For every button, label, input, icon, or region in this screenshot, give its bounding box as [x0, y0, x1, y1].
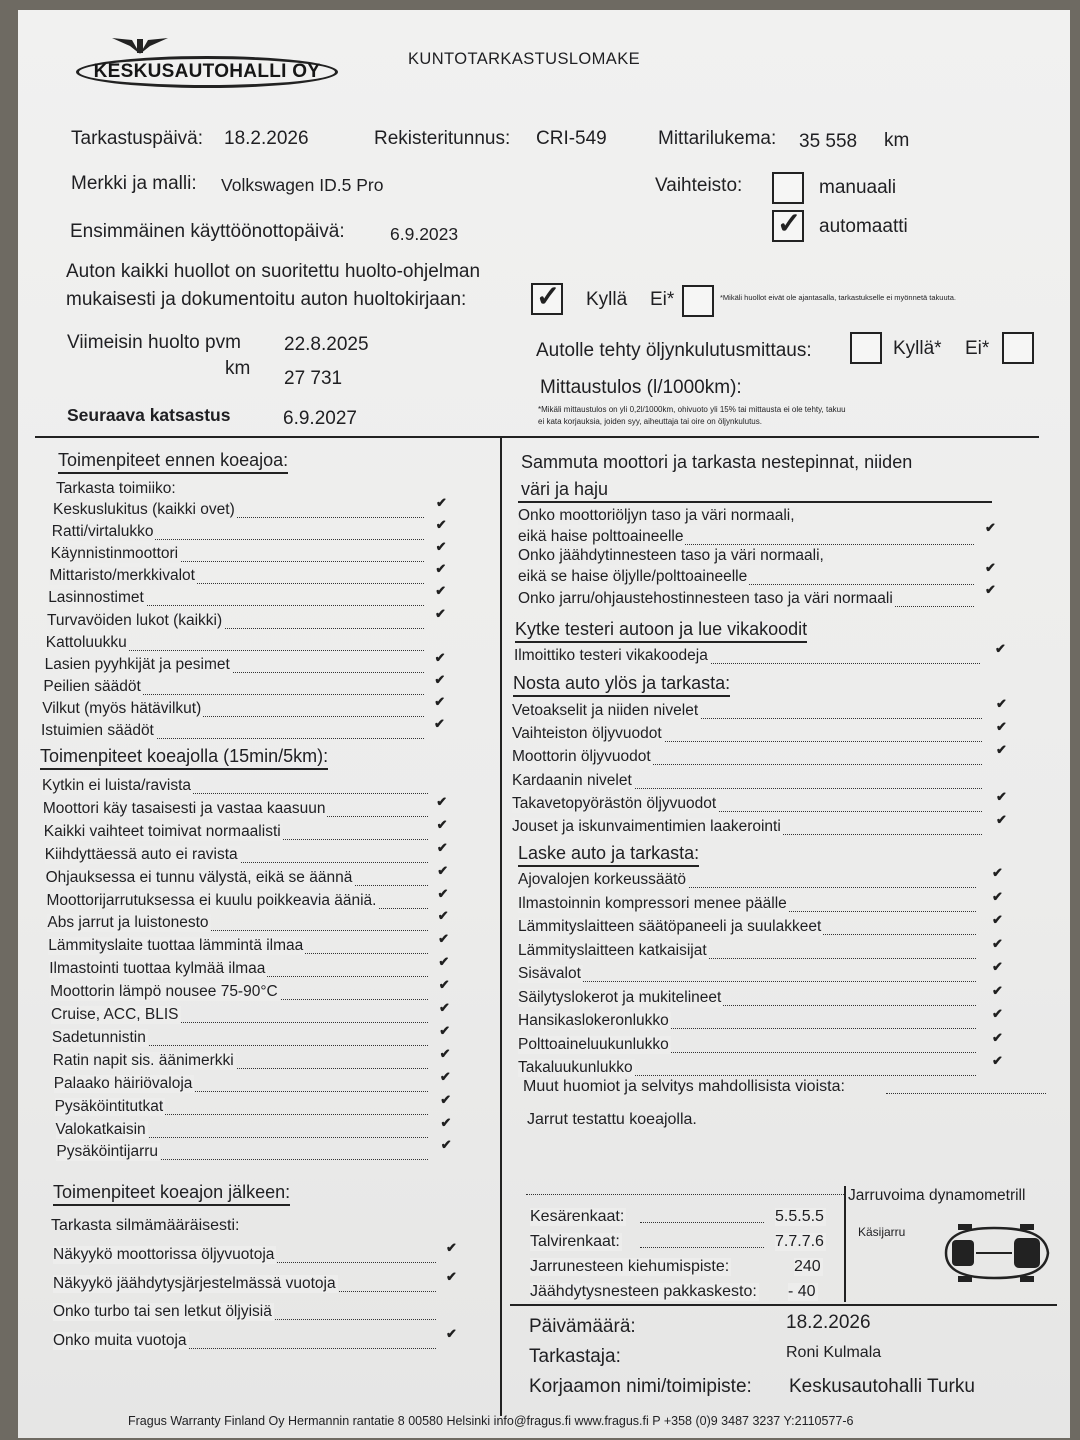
- logo-wings-icon: [110, 36, 170, 58]
- oil-yes-checkbox[interactable]: [850, 332, 882, 364]
- before-subtitle: Tarkasta toimiiko:: [56, 480, 176, 497]
- checklist-check-mark[interactable]: ✔: [992, 1006, 1003, 1021]
- checklist-item-label: Onko turbo tai sen letkut öljyisiä: [53, 1303, 272, 1320]
- checklist-check-mark[interactable]: ✔: [438, 931, 449, 947]
- checklist-item-label: Vilkut (myös hätävilkut): [42, 699, 202, 717]
- checklist-check-mark[interactable]: ✔: [985, 520, 996, 535]
- checklist-check-mark[interactable]: ✔: [992, 1053, 1003, 1068]
- oil-result-label: Mittaustulos (l/1000km):: [540, 377, 742, 398]
- checklist-check-mark[interactable]: ✔: [996, 812, 1007, 827]
- notes-text[interactable]: Jarrut testattu koeajolla.: [527, 1111, 697, 1128]
- checklist-item-label: Pysäköintijarru: [56, 1143, 159, 1161]
- checklist-item-label: Ohjauksessa ei tunnu välystä, eikä se äännä: [45, 868, 353, 886]
- checklist-check-mark[interactable]: ✔: [434, 716, 445, 731]
- date-label: Päivämäärä:: [529, 1316, 636, 1337]
- checklist-check-mark[interactable]: ✔: [992, 912, 1003, 927]
- after-test-drive-title: Toimenpiteet koeajon jälkeen:: [53, 1182, 290, 1206]
- checklist-check-mark[interactable]: ✔: [985, 582, 996, 597]
- service-statement-line1: Auton kaikki huollot on suoritettu huolto-ohjelman: [66, 261, 481, 282]
- checklist-item-label: Kytkin ei luista/ravista: [42, 777, 192, 794]
- service-note: *Mikäli huollot eivät ole ajantasalla, tarkastukselle ei myönnetä takuuta.: [720, 293, 956, 302]
- checklist-item-label: Polttoaineluukunlukko: [518, 1035, 669, 1053]
- fluid-item-line2: eikä se haise öljylle/polttoaineelle: [518, 568, 748, 585]
- checklist-item-label: Moottorijarrutuksessa ei kuulu poikkeavia ääniä.: [46, 891, 377, 909]
- checklist-check-mark[interactable]: ✔: [437, 862, 449, 878]
- checklist-item-label: Lämmityslaite tuottaa lämmintä ilmaa: [48, 937, 304, 955]
- checklist-check-mark[interactable]: ✔: [436, 839, 448, 855]
- checklist-check-mark[interactable]: ✔: [992, 865, 1003, 880]
- measure-leader: [640, 1247, 764, 1248]
- fluid-item-line2: eikä haise polttoaineelle: [518, 528, 684, 545]
- checklist-check-mark[interactable]: ✔: [996, 742, 1007, 758]
- checklist-check-mark[interactable]: ✔: [436, 793, 448, 809]
- checklist-check-mark[interactable]: ✔: [446, 1240, 457, 1255]
- after-subtitle: Tarkasta silmämääräisesti:: [51, 1217, 240, 1234]
- checklist-item-label: Vaihteiston öljyvuodot: [512, 725, 662, 743]
- check-mark-icon: ✓: [777, 208, 802, 240]
- workshop-name: Keskusautohalli Turku: [789, 1376, 975, 1397]
- checklist-item-label: Ajovalojen korkeussäätö: [518, 871, 687, 888]
- oil-note-line1: *Mikäli mittaustulos on yli 0,2l/1000km, ohivuoto yli 15% tai mittausta ei ole tehty, takuu: [538, 405, 846, 414]
- checklist-check-mark[interactable]: ✔: [436, 495, 447, 510]
- service-no-label: Ei*: [650, 289, 675, 310]
- inspection-date-label: Tarkastuspäivä:: [71, 128, 204, 149]
- checklist-check-mark[interactable]: ✔: [434, 693, 446, 709]
- checklist-check-mark[interactable]: ✔: [435, 517, 447, 533]
- checklist-item-label: Moottori käy tasaisesti ja vastaa kaasuun: [42, 799, 326, 817]
- checklist-item-label: Ilmastointi tuottaa kylmää ilmaa: [49, 960, 266, 978]
- measure-value: 240: [794, 1258, 821, 1275]
- measure-label: Kesärenkaat:: [530, 1208, 625, 1225]
- during-test-drive-title: Toimenpiteet koeajolla (15min/5km):: [40, 746, 328, 770]
- signature-divider: [510, 1304, 1057, 1306]
- measure-label: Jarrunesteen kiehumispiste:: [530, 1258, 730, 1275]
- checklist-check-mark[interactable]: ✔: [992, 959, 1003, 974]
- checklist-item-label: Valokatkaisin: [55, 1120, 146, 1138]
- checklist-item-label: Vetoakselit ja niiden nivelet: [512, 702, 699, 719]
- dyno-divider: [844, 1186, 846, 1302]
- service-yes-label: Kyllä: [586, 289, 628, 310]
- checklist-item-label: Lämmityslaitteen katkaisijat: [518, 941, 707, 959]
- checklist-item-label: Hansikaslokeronlukko: [518, 1012, 669, 1029]
- checklist-item-label: Mittaristo/merkkivalot: [49, 567, 195, 585]
- checklist-item-label: Abs jarrut ja luistonesto: [47, 914, 209, 932]
- checklist-item-label: Moottorin lämpö nousee 75-90°C: [50, 983, 278, 1001]
- checklist-check-mark[interactable]: ✔: [439, 1045, 451, 1061]
- form-title: KUNTOTARKASTUSLOMAKE: [408, 50, 641, 68]
- checklist-item-label: Turvavöiden lukot (kaikki): [47, 611, 223, 629]
- checklist-check-mark[interactable]: ✔: [992, 982, 1003, 998]
- fluid-item-line1: Onko jäähdytinnesteen taso ja väri normaali,: [518, 547, 824, 564]
- dyno-title: Jarruvoima dynamometrill: [848, 1187, 1026, 1204]
- checklist-item-label: Lämmityslaitteen säätöpaneeli ja suulakkeet: [518, 918, 822, 935]
- checklist-check-mark[interactable]: ✔: [446, 1268, 457, 1284]
- checklist-check-mark[interactable]: ✔: [435, 561, 447, 577]
- checklist-item-label: Näkyykö jäähdytysjärjestelmässä vuotoja: [53, 1274, 336, 1292]
- registration-number: CRI-549: [536, 128, 607, 149]
- checklist-check-mark[interactable]: ✔: [446, 1325, 457, 1341]
- checklist-check-mark[interactable]: ✔: [435, 583, 447, 599]
- checklist-item-label: Keskuslukitus (kaikki ovet): [53, 501, 235, 518]
- next-inspection-date: 6.9.2027: [283, 408, 357, 429]
- checklist-item-label: Ilmastoinnin kompressori menee päälle: [518, 894, 787, 912]
- checklist-check-mark[interactable]: ✔: [435, 605, 446, 621]
- measure-value: 5.5.5.5: [775, 1208, 824, 1225]
- checklist-item-label: Sadetunnistin: [51, 1028, 146, 1046]
- checklist-check-mark[interactable]: ✔: [992, 888, 1003, 904]
- measure-value: - 40: [788, 1283, 816, 1300]
- column-divider: [500, 436, 502, 1416]
- checklist-check-mark[interactable]: ✔: [436, 816, 448, 832]
- checklist-item-label: Ratti/virtalukko: [51, 523, 154, 541]
- checklist-check-mark[interactable]: ✔: [992, 1029, 1003, 1045]
- checklist-item-label: Palaako häiriövaloja: [53, 1074, 193, 1092]
- checklist-item-label: Lasien pyyhkijät ja pesimet: [44, 655, 230, 673]
- checklist-item-label: Onko muita vuotoja: [53, 1331, 187, 1349]
- last-service-km-label: km: [225, 358, 251, 379]
- checklist-check-mark[interactable]: ✔: [438, 977, 450, 993]
- checklist-check-mark[interactable]: ✔: [434, 649, 446, 665]
- checklist-item-label: Kaikki vaihteet toimivat normaalisti: [43, 822, 281, 840]
- oil-no-label: Ei*: [965, 338, 990, 359]
- checklist-item-label: Ilmoittiko testeri vikakoodeja: [514, 647, 708, 664]
- oil-measurement-label: Autolle tehty öljynkulutusmittaus:: [536, 340, 812, 361]
- checklist-item-label: Jouset ja iskunvaimentimien laakerointi: [512, 818, 781, 835]
- checklist-check-mark[interactable]: ✔: [440, 1137, 452, 1153]
- first-registration-label: Ensimmäinen käyttöönottopäivä:: [70, 221, 345, 242]
- manual-checkbox[interactable]: [772, 172, 804, 204]
- checklist-item-label: Sisävalot: [518, 965, 581, 982]
- checklist-item-label: Ratin napit sis. äänimerkki: [52, 1051, 234, 1069]
- checklist-check-mark[interactable]: ✔: [437, 908, 449, 924]
- checklist-check-mark[interactable]: ✔: [995, 641, 1006, 656]
- last-service-km: 27 731: [284, 368, 343, 389]
- checklist-check-mark[interactable]: ✔: [439, 1068, 451, 1084]
- checklist-check-mark[interactable]: ✔: [992, 935, 1003, 951]
- inspection-form: [18, 10, 1070, 1438]
- odometer-label: Mittarilukema:: [658, 128, 777, 149]
- checklist-leader: [522, 981, 976, 982]
- checklist-check-mark[interactable]: ✔: [440, 1091, 452, 1107]
- measure-value: 7.7.7.6: [775, 1233, 824, 1250]
- checklist-check-mark[interactable]: ✔: [996, 696, 1007, 711]
- checklist-item-label: Takaluukunlukko: [518, 1059, 633, 1076]
- checklist-check-mark[interactable]: ✔: [439, 1000, 450, 1015]
- gearbox-label: Vaihteisto:: [655, 175, 743, 196]
- checklist-check-mark[interactable]: ✔: [439, 1022, 451, 1038]
- service-yes-checkbox[interactable]: [531, 283, 563, 315]
- odometer-unit: km: [884, 130, 910, 151]
- registration-label: Rekisteritunnus:: [374, 128, 511, 149]
- checklist-item-label: Kattoluukku: [45, 633, 127, 651]
- checklist-item-label: Kardaanin nivelet: [512, 771, 632, 789]
- checklist-check-mark[interactable]: ✔: [985, 560, 996, 575]
- make-label: Merkki ja malli:: [71, 173, 197, 194]
- service-statement-line2: mukaisesti ja dokumentoitu auton huoltokirjaan:: [66, 289, 467, 310]
- automatic-checkbox[interactable]: [772, 210, 804, 242]
- lower-title: Laske auto ja tarkasta:: [518, 843, 699, 867]
- workshop-label: Korjaamon nimi/toimipiste:: [529, 1376, 752, 1397]
- oil-no-checkbox[interactable]: [1002, 332, 1034, 364]
- automatic-label: automaatti: [819, 216, 908, 237]
- handbrake-label: Käsijarru: [858, 1225, 906, 1239]
- notes-label: Muut huomiot ja selvitys mahdollisista vioista:: [523, 1078, 845, 1095]
- header-divider: [35, 436, 1039, 438]
- car-topview-icon: [936, 1222, 1054, 1284]
- make-model: Volkswagen ID.5 Pro: [221, 175, 384, 195]
- first-registration-date: 6.9.2023: [390, 224, 459, 244]
- checklist-item-label: Cruise, ACC, BLIS: [51, 1006, 179, 1023]
- before-test-drive-title: Toimenpiteet ennen koeajoa:: [58, 450, 288, 474]
- lift-title: Nosta auto ylös ja tarkasta:: [513, 673, 730, 697]
- checklist-check-mark[interactable]: ✔: [437, 885, 449, 901]
- fluids-title-line2: väri ja haju: [521, 479, 609, 499]
- checklist-item-label: Peilien säädöt: [43, 677, 141, 695]
- check-mark-icon: ✓: [536, 281, 561, 313]
- measure-leader: [640, 1222, 764, 1223]
- next-inspection-label: Seuraava katsastus: [67, 405, 231, 425]
- notes-leader: [886, 1093, 1046, 1094]
- checklist-item-label: Takavetopyörästön öljyvuodot: [512, 794, 717, 812]
- company-logo: KESKUSAUTOHALLI OY: [76, 56, 338, 88]
- fluids-title-line1: Sammuta moottori ja tarkasta nestepinnat, niiden: [521, 452, 913, 472]
- fluid-item-line2: Onko jarru/ohjaustehostinnesteen taso ja väri normaali: [518, 590, 893, 607]
- measure-label: Talvirenkaat:: [530, 1233, 620, 1250]
- measure-label: Jäähdytysnesteen pakkaskesto:: [530, 1283, 757, 1300]
- checklist-check-mark[interactable]: ✔: [996, 719, 1007, 735]
- inspector-name: Roni Kulmala: [786, 1344, 882, 1361]
- inspector-label: Tarkastaja:: [529, 1346, 621, 1367]
- footer-contact: Fragus Warranty Finland Oy Hermannin rantatie 8 00580 Helsinki info@fragus.fi www.fragus.fi P +358 (0)9 3487 3237 Y:2110577-6: [128, 1414, 854, 1428]
- fluids-underline: [518, 501, 992, 503]
- checklist-item-label: Käynnistinmoottori: [50, 545, 179, 563]
- oil-note-line2: ei kata korjauksia, joiden syy, aiheuttaja tai oire on öljynkulutus.: [538, 417, 762, 426]
- measures-top-leader: [526, 1194, 844, 1195]
- checklist-check-mark[interactable]: ✔: [440, 1114, 452, 1130]
- checklist-item-label: Säilytyslokerot ja mukitelineet: [518, 988, 722, 1006]
- last-service-label: Viimeisin huolto pvm: [67, 332, 241, 353]
- fluid-item-line1: Onko moottoriöljyn taso ja väri normaali,: [518, 507, 795, 524]
- checklist-item-label: Moottorin öljyvuodot: [512, 748, 651, 766]
- tester-title: Kytke testeri autoon ja lue vikakoodit: [515, 619, 807, 643]
- checklist-item-label: Lasinnostimet: [48, 589, 144, 607]
- inspection-date: 18.2.2026: [224, 128, 309, 149]
- manual-label: manuaali: [819, 177, 897, 198]
- checklist-item-label: Istuimien säädöt: [41, 722, 154, 739]
- oil-yes-label: Kyllä*: [893, 338, 942, 359]
- checklist-item-label: Pysäköintitutkat: [54, 1097, 164, 1115]
- checklist-item-label: Näkyykö moottorissa öljyvuotoja: [53, 1246, 275, 1263]
- checklist-check-mark[interactable]: ✔: [996, 788, 1007, 804]
- service-no-checkbox[interactable]: [682, 285, 714, 317]
- last-service-date: 22.8.2025: [284, 334, 369, 355]
- date-value: 18.2.2026: [786, 1312, 871, 1333]
- checklist-check-mark[interactable]: ✔: [435, 539, 447, 555]
- checklist-check-mark[interactable]: ✔: [434, 671, 446, 687]
- odometer-value: 35 558: [799, 131, 858, 152]
- checklist-item-label: Kiihdyttäessä auto ei ravista: [44, 845, 238, 863]
- checklist-check-mark[interactable]: ✔: [438, 954, 450, 970]
